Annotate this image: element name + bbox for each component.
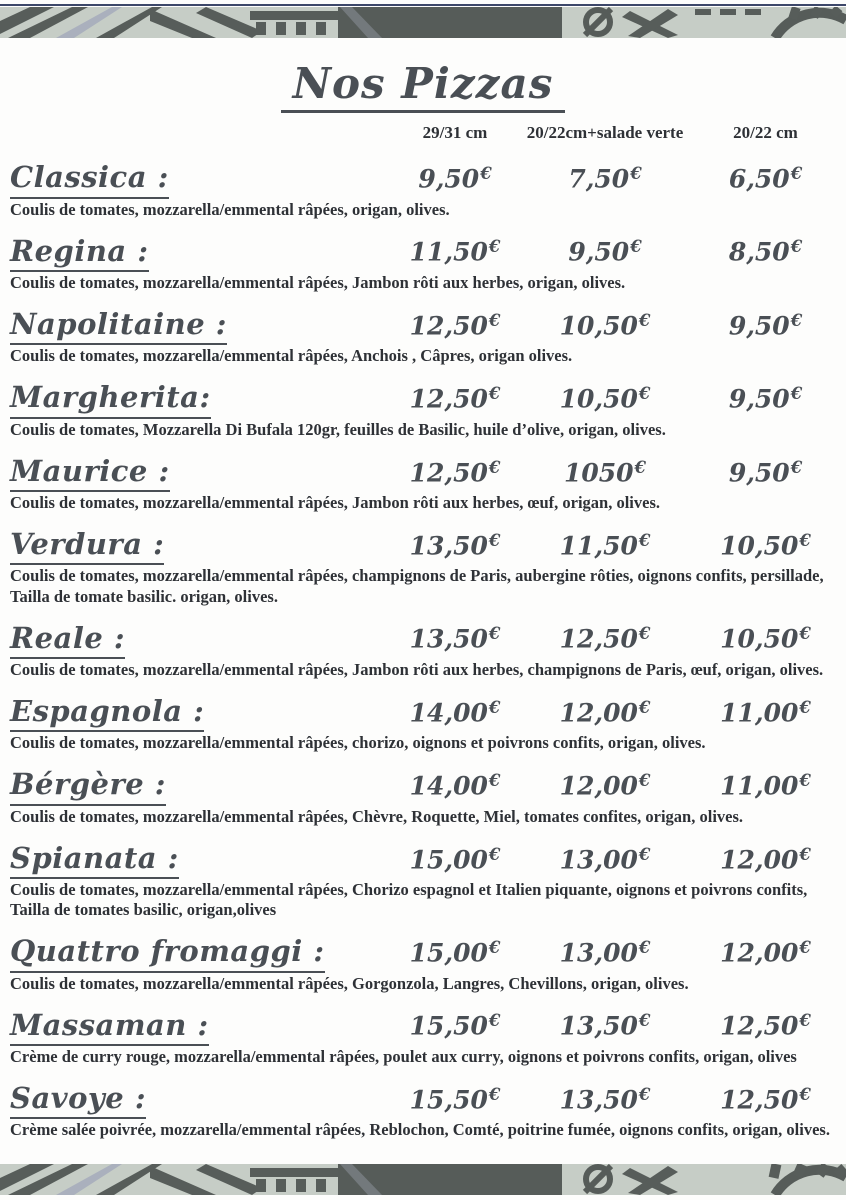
euro-sign: € bbox=[799, 771, 811, 791]
euro-sign: € bbox=[488, 384, 501, 404]
pizza-name: Espagnola : bbox=[10, 693, 204, 732]
euro-sign: € bbox=[790, 457, 803, 477]
price-value: 10,50 bbox=[720, 624, 799, 654]
price-value: 11,50 bbox=[409, 237, 488, 267]
menu-item bbox=[10, 306, 836, 366]
pizza-name: Margherita: bbox=[10, 379, 211, 418]
euro-sign: € bbox=[638, 624, 651, 644]
price-value: 13,00 bbox=[559, 844, 638, 874]
menu-page bbox=[10, 46, 836, 1153]
menu-item-row bbox=[10, 620, 836, 659]
euro-sign: € bbox=[638, 938, 651, 958]
price-cell-medium-salad bbox=[515, 845, 695, 874]
euro-sign: € bbox=[638, 1084, 651, 1104]
price-value: 10,50 bbox=[720, 531, 799, 561]
pizza-name-cell bbox=[10, 840, 395, 879]
menu-item-row bbox=[10, 840, 836, 879]
pizza-name-cell bbox=[10, 526, 395, 565]
euro-sign: € bbox=[790, 164, 803, 184]
column-header-small: 20/22 cm bbox=[733, 123, 798, 143]
menu-item-row bbox=[10, 233, 836, 272]
price-cell-large bbox=[395, 771, 515, 800]
price-cell-small bbox=[695, 771, 836, 800]
euro-sign: € bbox=[799, 1011, 811, 1031]
euro-sign: € bbox=[634, 457, 647, 477]
euro-sign: € bbox=[638, 844, 651, 864]
pizza-description: Coulis de tomates, mozzarella/emmental râpées, Jambon rôti aux herbes, champignons de Paris, œuf, origan, olives. bbox=[10, 659, 824, 679]
pizza-name-cell bbox=[10, 1080, 395, 1119]
pizza-name: Reale : bbox=[10, 620, 125, 659]
price-value: 11,00 bbox=[720, 698, 799, 728]
euro-sign: € bbox=[630, 237, 642, 257]
pizza-name: Spianata : bbox=[10, 840, 179, 879]
price-cell-large bbox=[395, 698, 515, 727]
price-cell-medium-salad bbox=[515, 624, 695, 653]
price-cell-large bbox=[395, 384, 515, 413]
pizza-name: Classica : bbox=[10, 159, 169, 198]
price-cell-medium-salad bbox=[515, 938, 695, 967]
price-value: 11,00 bbox=[720, 771, 799, 801]
price-value: 9,50 bbox=[728, 457, 790, 487]
price-cell-medium-salad bbox=[515, 311, 695, 340]
pizza-description: Coulis de tomates, mozzarella/emmental râpées, Anchois , Câpres, origan olives. bbox=[10, 346, 573, 366]
pizza-name-cell bbox=[10, 933, 395, 972]
column-header-medium-salad: 20/22cm+salade verte bbox=[526, 123, 684, 143]
menu-item-row bbox=[10, 306, 836, 345]
price-value: 12,50 bbox=[720, 1011, 799, 1041]
menu-header-row bbox=[10, 123, 836, 143]
price-value: 12,00 bbox=[559, 771, 638, 801]
menu-item bbox=[10, 526, 836, 607]
price-cell-medium-salad bbox=[515, 164, 695, 193]
menu-item bbox=[10, 159, 836, 219]
price-value: 12,50 bbox=[409, 311, 488, 341]
euro-sign: € bbox=[488, 771, 501, 791]
price-value: 14,00 bbox=[409, 698, 488, 728]
menu-list bbox=[10, 159, 836, 1140]
pizza-name-cell bbox=[10, 379, 395, 418]
euro-sign: € bbox=[488, 530, 501, 550]
title-row bbox=[10, 60, 836, 113]
euro-sign: € bbox=[638, 384, 651, 404]
pizza-name: Massaman : bbox=[10, 1007, 209, 1046]
price-cell-large bbox=[395, 845, 515, 874]
euro-sign: € bbox=[488, 624, 501, 644]
price-cell-medium-salad bbox=[515, 458, 695, 487]
euro-sign: € bbox=[638, 697, 651, 717]
price-cell-small bbox=[695, 164, 836, 193]
pizza-name: Napolitaine : bbox=[10, 306, 227, 345]
price-value: 13,50 bbox=[409, 624, 488, 654]
pizza-name-cell bbox=[10, 620, 395, 659]
menu-item bbox=[10, 1007, 836, 1067]
price-cell-small bbox=[695, 938, 836, 967]
euro-sign: € bbox=[480, 164, 492, 184]
euro-sign: € bbox=[638, 310, 651, 330]
column-header-large: 29/31 cm bbox=[422, 123, 488, 143]
euro-sign: € bbox=[799, 530, 811, 550]
menu-item bbox=[10, 840, 836, 921]
menu-item bbox=[10, 933, 836, 993]
price-value: 12,00 bbox=[720, 844, 799, 874]
price-value: 6,50 bbox=[728, 164, 790, 194]
price-value: 13,00 bbox=[559, 938, 638, 968]
menu-item bbox=[10, 620, 836, 680]
menu-item-row bbox=[10, 159, 836, 198]
price-cell-medium-salad bbox=[515, 384, 695, 413]
price-cell-small bbox=[695, 1011, 836, 1040]
pizza-name: Savoye : bbox=[10, 1080, 146, 1119]
scan-edge-line bbox=[0, 4, 846, 6]
euro-sign: € bbox=[799, 697, 811, 717]
price-value: 9,50 bbox=[728, 311, 790, 341]
menu-item-row bbox=[10, 453, 836, 492]
euro-sign: € bbox=[638, 771, 651, 791]
price-cell-medium-salad bbox=[515, 1011, 695, 1040]
euro-sign: € bbox=[488, 1084, 501, 1104]
euro-sign: € bbox=[799, 1084, 811, 1104]
pizza-description: Coulis de tomates, mozzarella/emmental râpées, champignons de Paris, aubergine rôties, oignons confits, persillade, Tailla de tomate basilic. origan, olives. bbox=[10, 566, 824, 606]
pizza-description: Coulis de tomates, mozzarella/emmental râpées, Gorgonzola, Langres, Chevillons, origan, olives. bbox=[10, 973, 689, 993]
price-value: 12,50 bbox=[409, 384, 488, 414]
price-cell-large bbox=[395, 164, 515, 193]
euro-sign: € bbox=[488, 844, 501, 864]
price-value: 1050 bbox=[563, 457, 634, 487]
pizza-description: Coulis de tomates, mozzarella/emmental râpées, Jambon rôti aux herbes, origan, olives. bbox=[10, 272, 626, 292]
price-value: 10,50 bbox=[559, 311, 638, 341]
price-value: 10,50 bbox=[559, 384, 638, 414]
price-value: 15,00 bbox=[409, 844, 488, 874]
price-value: 7,50 bbox=[568, 164, 630, 194]
price-value: 12,00 bbox=[720, 938, 799, 968]
menu-item bbox=[10, 766, 836, 826]
page-title: Nos Pizzas bbox=[281, 60, 566, 113]
euro-sign: € bbox=[790, 237, 803, 257]
price-value: 9,50 bbox=[568, 237, 630, 267]
euro-sign: € bbox=[488, 938, 501, 958]
menu-item-row bbox=[10, 933, 836, 972]
price-value: 12,50 bbox=[409, 457, 488, 487]
price-cell-small bbox=[695, 311, 836, 340]
price-value: 9,50 bbox=[728, 384, 790, 414]
price-cell-large bbox=[395, 938, 515, 967]
pizza-name: Verdura : bbox=[10, 526, 164, 565]
price-value: 15,00 bbox=[409, 938, 488, 968]
pizza-name-cell bbox=[10, 766, 395, 805]
price-value: 12,00 bbox=[559, 698, 638, 728]
price-cell-large bbox=[395, 1085, 515, 1114]
pizza-description: Crème de curry rouge, mozzarella/emmental râpées, poulet aux curry, oignons et poivrons confits, origan, olives bbox=[10, 1046, 797, 1066]
pizza-name: Bérgère : bbox=[10, 766, 166, 805]
euro-sign: € bbox=[488, 310, 501, 330]
menu-item-row bbox=[10, 1007, 836, 1046]
euro-sign: € bbox=[488, 1011, 501, 1031]
price-value: 13,50 bbox=[559, 1011, 638, 1041]
price-value: 15,50 bbox=[409, 1085, 488, 1115]
pizza-description: Crème salée poivrée, mozzarella/emmental râpées, Reblochon, Comté, poitrine fumée, oignons confits, origan, olives. bbox=[10, 1120, 830, 1140]
pizza-name-cell bbox=[10, 453, 395, 492]
price-cell-small bbox=[695, 698, 836, 727]
menu-item bbox=[10, 233, 836, 293]
menu-item-row bbox=[10, 693, 836, 732]
euro-sign: € bbox=[630, 164, 642, 184]
euro-sign: € bbox=[799, 938, 811, 958]
euro-sign: € bbox=[799, 624, 811, 644]
euro-sign: € bbox=[488, 237, 501, 257]
price-value: 15,50 bbox=[409, 1011, 488, 1041]
pizza-name: Quattro fromaggi : bbox=[10, 933, 325, 972]
price-value: 14,00 bbox=[409, 771, 488, 801]
price-cell-small bbox=[695, 458, 836, 487]
pizza-description: Coulis de tomates, mozzarella/emmental râpées, Chorizo espagnol et Italien piquante, oignons et poivrons confits, Tailla de tomates basilic, origan,olives bbox=[10, 880, 808, 920]
menu-item-row bbox=[10, 766, 836, 805]
price-value: 9,50 bbox=[418, 164, 480, 194]
price-value: 8,50 bbox=[728, 237, 790, 267]
decorative-border-top bbox=[0, 7, 846, 38]
price-cell-small bbox=[695, 237, 836, 266]
euro-sign: € bbox=[638, 1011, 651, 1031]
pizza-description: Coulis de tomates, mozzarella/emmental râpées, origan, olives. bbox=[10, 199, 450, 219]
euro-sign: € bbox=[638, 530, 651, 550]
price-value: 13,50 bbox=[409, 531, 488, 561]
pizza-description: Coulis de tomates, Mozzarella Di Bufala 120gr, feuilles de Basilic, huile d’olive, origan, olives. bbox=[10, 419, 666, 439]
price-value: 13,50 bbox=[559, 1085, 638, 1115]
price-cell-large bbox=[395, 1011, 515, 1040]
price-cell-medium-salad bbox=[515, 237, 695, 266]
euro-sign: € bbox=[790, 384, 803, 404]
pizza-name-cell bbox=[10, 306, 395, 345]
euro-sign: € bbox=[488, 697, 501, 717]
euro-sign: € bbox=[488, 457, 501, 477]
tribal-pattern-icon bbox=[0, 7, 846, 38]
menu-item bbox=[10, 379, 836, 439]
menu-item bbox=[10, 453, 836, 513]
pizza-description: Coulis de tomates, mozzarella/emmental râpées, Jambon rôti aux herbes, œuf, origan, olives. bbox=[10, 493, 660, 513]
price-cell-small bbox=[695, 531, 836, 560]
price-cell-large bbox=[395, 531, 515, 560]
euro-sign: € bbox=[799, 844, 811, 864]
pizza-name-cell bbox=[10, 233, 395, 272]
menu-item-row bbox=[10, 526, 836, 565]
menu-item bbox=[10, 1080, 836, 1140]
price-cell-small bbox=[695, 384, 836, 413]
tribal-pattern-icon bbox=[0, 1164, 846, 1195]
price-cell-large bbox=[395, 311, 515, 340]
pizza-name: Maurice : bbox=[10, 453, 170, 492]
price-cell-medium-salad bbox=[515, 698, 695, 727]
menu-item-row bbox=[10, 379, 836, 418]
pizza-name-cell bbox=[10, 693, 395, 732]
price-cell-large bbox=[395, 237, 515, 266]
price-cell-small bbox=[695, 845, 836, 874]
pizza-description: Coulis de tomates, mozzarella/emmental râpées, Chèvre, Roquette, Miel, tomates confites, origan, olives. bbox=[10, 806, 744, 826]
price-cell-medium-salad bbox=[515, 771, 695, 800]
price-cell-small bbox=[695, 1085, 836, 1114]
pizza-name-cell bbox=[10, 1007, 395, 1046]
euro-sign: € bbox=[790, 310, 803, 330]
price-cell-large bbox=[395, 624, 515, 653]
price-value: 11,50 bbox=[559, 531, 638, 561]
price-cell-medium-salad bbox=[515, 531, 695, 560]
price-cell-large bbox=[395, 458, 515, 487]
price-value: 12,50 bbox=[559, 624, 638, 654]
price-cell-small bbox=[695, 624, 836, 653]
price-cell-medium-salad bbox=[515, 1085, 695, 1114]
pizza-name-cell bbox=[10, 159, 395, 198]
pizza-description: Coulis de tomates, mozzarella/emmental râpées, chorizo, oignons et poivrons confits, origan, olives. bbox=[10, 733, 706, 753]
menu-item-row bbox=[10, 1080, 836, 1119]
price-value: 12,50 bbox=[720, 1085, 799, 1115]
decorative-border-bottom bbox=[0, 1164, 846, 1195]
pizza-name: Regina : bbox=[10, 233, 149, 272]
menu-item bbox=[10, 693, 836, 753]
